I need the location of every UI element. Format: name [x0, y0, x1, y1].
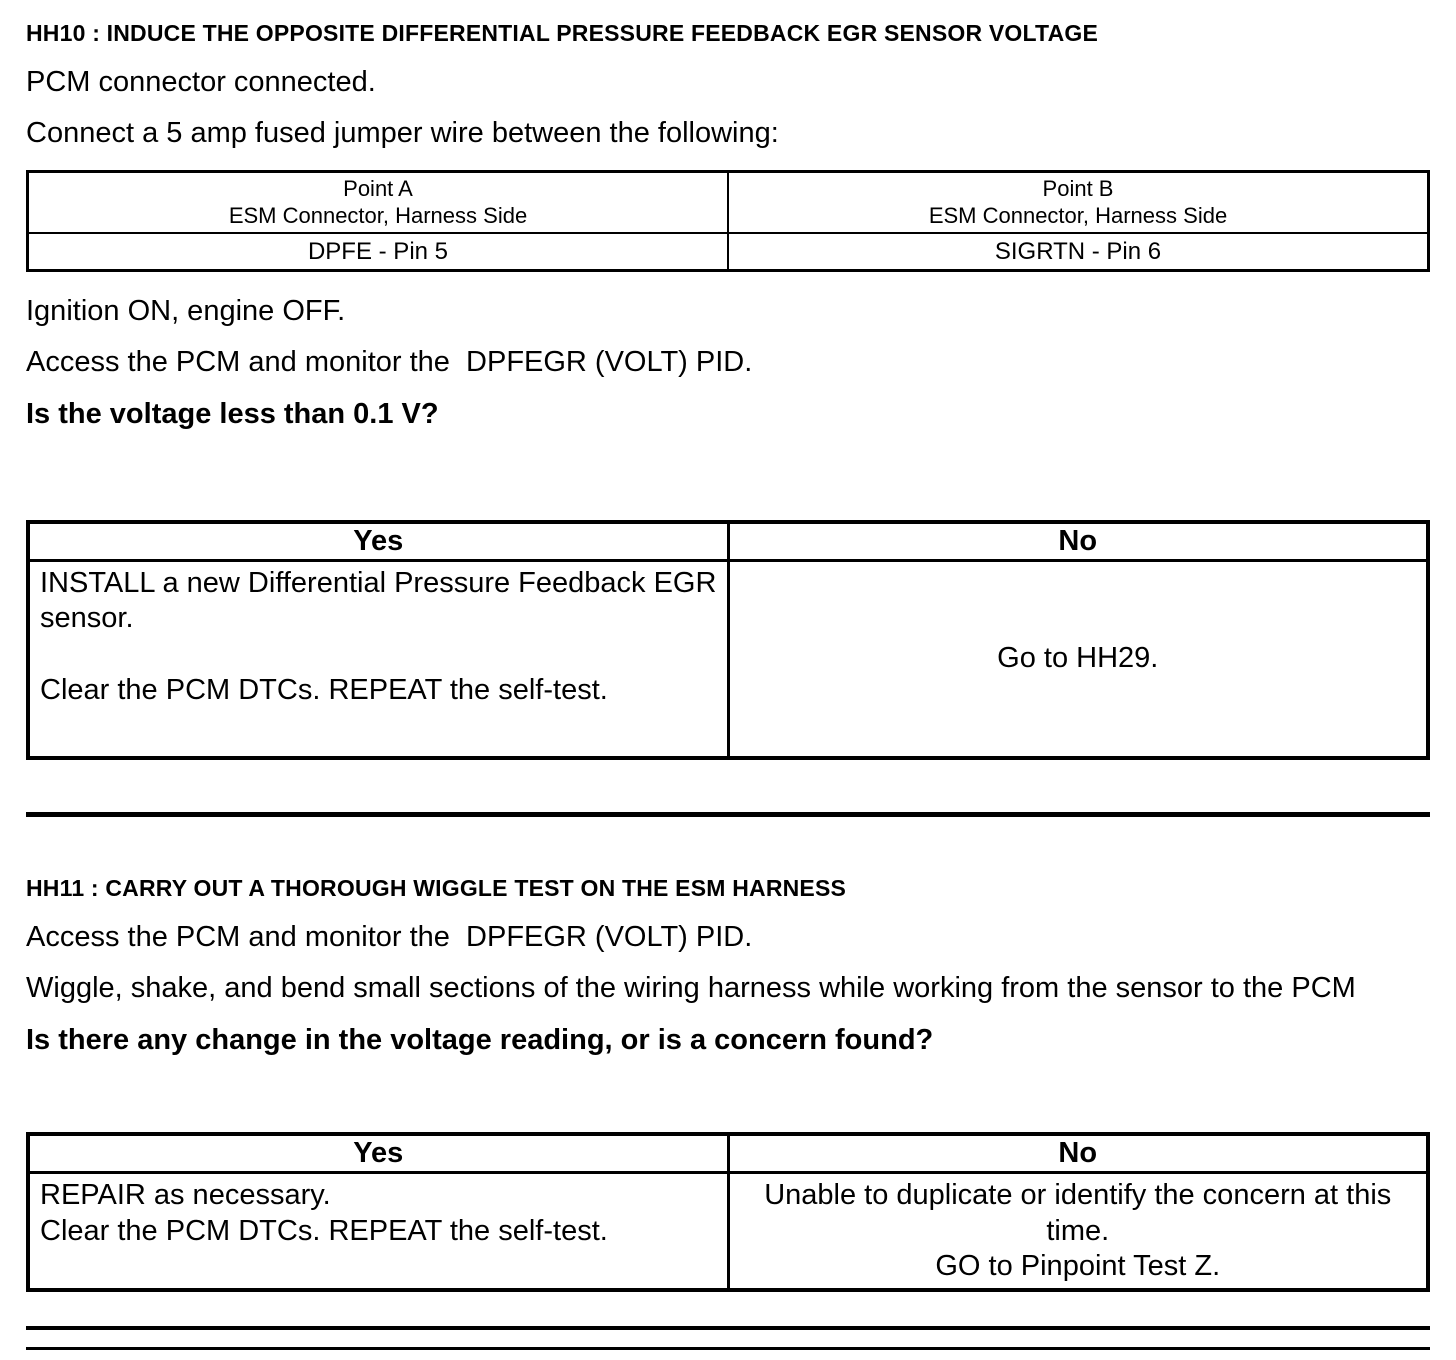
decision-question: Is the voltage less than 0.1 V? — [26, 397, 439, 430]
decision-body-row — [28, 1173, 1428, 1291]
point-b-title: Point B — [1042, 175, 1114, 201]
yes-action-line: REPAIR as necessary. — [40, 1179, 331, 1212]
yes-action-cell — [28, 1173, 728, 1291]
point-a-title: Point A — [343, 175, 413, 201]
section-heading-hh11: HH11 : CARRY OUT A THOROUGH WIGGLE TEST ON THE ESM HARNESS — [26, 875, 847, 902]
points-table-header-cell-a — [28, 171, 729, 233]
section-divider — [26, 812, 1430, 817]
points-table-header-cell-b — [728, 171, 1429, 233]
yes-action-line: INSTALL a new Differential Pressure Feedback EGR sensor. — [40, 567, 717, 635]
no-action-cell — [728, 1173, 1428, 1291]
decision-header-row — [28, 522, 1428, 561]
procedure-step: Access the PCM and monitor the DPFEGR (VOLT) PID. — [26, 921, 753, 954]
point-a-subtitle: ESM Connector, Harness Side — [228, 203, 528, 229]
no-action-line: GO to Pinpoint Test Z. — [935, 1249, 1221, 1282]
point-b-pin: SIGRTN - Pin 6 — [728, 233, 1429, 271]
decision-header-row — [28, 1134, 1428, 1173]
section-heading-hh10: HH10 : INDUCE THE OPPOSITE DIFFERENTIAL PRESSURE FEEDBACK EGR SENSOR VOLTAGE — [26, 20, 1099, 46]
procedure-step: Ignition ON, engine OFF. — [26, 294, 346, 327]
no-action-cell — [728, 561, 1428, 759]
no-action-line: Unable to duplicate or identify the concern at this time. — [764, 1179, 1392, 1247]
decision-table-hh10 — [26, 520, 1430, 760]
yes-action-cell — [28, 561, 728, 759]
points-table-data-row — [28, 233, 1429, 271]
procedure-step: Wiggle, shake, and bend small sections of the wiring harness while working from the sensor to the PCM — [26, 972, 1356, 1005]
point-b-subtitle: ESM Connector, Harness Side — [928, 203, 1228, 229]
yes-action-line: Clear the PCM DTCs. REPEAT the self-test. — [40, 1214, 608, 1247]
section-hh10 — [26, 20, 1430, 760]
page-bottom-rule — [26, 1326, 1430, 1330]
spacer — [26, 448, 1430, 520]
decision-body-row — [28, 561, 1428, 759]
yes-action-line: Clear the PCM DTCs. REPEAT the self-test. — [40, 673, 608, 706]
procedure-step: Access the PCM and monitor the DPFEGR (VOLT) PID. — [26, 346, 753, 379]
no-action-line: Go to HH29. — [997, 642, 1159, 675]
yes-header: Yes — [28, 1134, 728, 1173]
points-table-header-row — [28, 171, 1429, 233]
decision-question: Is there any change in the voltage reading, or is a concern found? — [26, 1023, 934, 1056]
section-hh11 — [26, 875, 1430, 1292]
spacer — [26, 1074, 1430, 1132]
yes-header: Yes — [28, 522, 728, 561]
no-header: No — [728, 522, 1428, 561]
no-header: No — [728, 1134, 1428, 1173]
decision-table-hh11 — [26, 1132, 1430, 1292]
page-bottom-rule — [26, 1347, 1430, 1350]
point-a-pin: DPFE - Pin 5 — [28, 233, 729, 271]
jumper-points-table — [26, 170, 1430, 272]
procedure-step: Connect a 5 amp fused jumper wire between the following: — [26, 117, 779, 150]
procedure-step: PCM connector connected. — [26, 66, 376, 98]
